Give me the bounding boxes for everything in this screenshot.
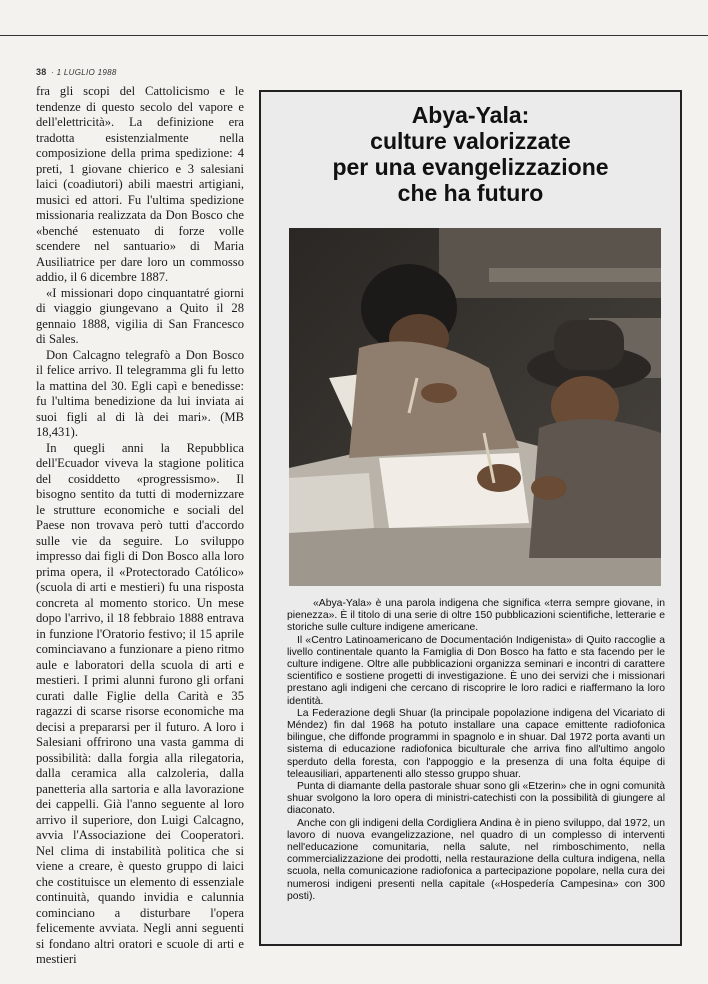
box-title-line: culture valorizzate (370, 128, 571, 154)
box-title (261, 102, 680, 206)
body-paragraph: In quegli anni la Repubblica dell'Ecuador viveva la stagione politica del cosiddetto «progressismo». Il bisogno sentito da tutti di modernizzare le strutture economiche e sociali del Paese non trovava però tutti d'accordo sulle vie da seguire. Lo sviluppo impresso dai figli di Don Bosco alla loro prima opera, il «Protectorado Católico» (scuola di arti e mestieri) fu una risposta concreta al momento storico. Un mese dopo l'arrivo, il 18 febbraio 1888 entrava in funzione l'Oratorio festivo; il 15 aprile cominciavano a funzionare a pieno ritmo aule e laboratori della scuola di arti e mestieri. I primi alunni furono gli orfani curati dalle Figlie della Carità e 35 ragazzi di scarse risorse economiche ma decisi a prepararsi per il futuro. A loro i Salesiani offrirono una vasta gamma di possibilità: dalla forgia alla rilegatoria, dalla ceramica alla calzoleria, dalla panetteria alla sartoria e alla lavorazione dei cappelli. Già l'anno seguente al loro arrivo il superiore, don Luigi Calcagno, avvia l'Associazione dei Cooperatori. Nel clima di instabilità politica che si viene a creare, è questo gruppo di laici che costituisce un elemento di essenziale continuità, quando invidia e calunnia cominciano a disturbare l'opera felicemente avviata. Negli anni seguenti si fondano altri oratori e scuole di arti e mestieri (36, 440, 244, 966)
caption-paragraph: Anche con gli indigeni della Cordigliera Andina è in pieno sviluppo, dal 1972, un lavoro di nuova evangelizzazione, nel quadro di un complesso di interventi nell'educazione comunitaria, nella salute, nel rimboschimento, nella commercializzazione dei prodotti, nella restaurazione della cultura indigena, nella scuola, nella comunicazione radiofonica a partecipazione popolare, nella cura dei numerosi indigeni presenti nella capitale («Hospedería Campesina» con 300 posti). (287, 817, 665, 902)
box-title-line: che ha futuro (397, 180, 544, 206)
issue-date: 1 LUGLIO 1988 (56, 68, 117, 77)
page-number: 38 (36, 67, 47, 77)
caption-paragraph: Il «Centro Latinoamericano de Documentación Indigenista» di Quito raccoglie a livello continentale quanto la Famiglia di Don Bosco ha fatto e sta facendo per le culture indigene. Oltre alle pubblicazioni organizza seminari e incontri di carattere scientifico e sostiene progetti di investigazione. È uno dei servizi che i missionari prestano agli indigeni che cercano di riscoprire le loro radici e riaffermano la loro identità. (287, 634, 665, 707)
box-title-line: per una evangelizzazione (332, 154, 609, 180)
folio-separator: · (51, 68, 55, 77)
box-title-line: Abya-Yala: (411, 102, 530, 128)
caption-paragraph: Punta di diamante della pastorale shuar sono gli «Etzerin» che in ogni comunità shuar svolgono la loro opera di ministri-catechisti con la possibilità di giungere al diaconato. (287, 781, 665, 817)
left-text-column (36, 84, 244, 966)
page-folio (36, 67, 117, 77)
photo-children-writing (289, 228, 661, 586)
top-rule (0, 35, 708, 36)
box-caption (287, 598, 665, 903)
body-paragraph: «I missionari dopo cinquantatré giorni di viaggio giungevano a Quito il 28 gennaio 1888, vigilia di San Francesco di Sales. (36, 285, 244, 346)
photo-illustration (289, 228, 661, 586)
caption-paragraph: La Federazione degli Shuar (la principale popolazione indigena del Vicariato di Méndez) fin dal 1968 ha potuto installare una capace emittente radiofonica bilingue, che diffonde programmi in spagnolo e in shuar. Dal 1972 porta avanti un sistema di educazione radiofonica biculturale che arriva fino all'ultimo angolo sperduto della foresta, con l'appoggio e la presenza di una folta équipe di teleausiliari, appartenenti allo stesso gruppo shuar. (287, 707, 665, 780)
body-paragraph: Don Calcagno telegrafò a Don Bosco il felice arrivo. Il telegramma gli fu letto la mattina del 30. Egli capì e benedisse: fu l'ultima benedizione da lui inviata ai suoi figli al di là dei mari». (MB 18,431). (36, 347, 244, 439)
caption-paragraph: «Abya-Yala» è una parola indigena che significa «terra sempre giovane, in pienezza». È il titolo di una serie di oltre 150 pubblicazioni scientifiche, letterarie e storiche sulle culture indigene americane. (287, 598, 665, 634)
body-paragraph: fra gli scopi del Cattolicismo e le tendenze di questo secolo del vapore e dell'elettricità». La definizione era tradotta esistenzialmente nella composizione della prima spedizione: 4 preti, 1 giovane chierico e 3 salesiani laici (coadiutori) abili maestri artigiani, musici ed attori. Fu l'ultima spedizione missionaria realizzata da Don Bosco che «benché estenuato di forze volle scendere nel santuario» di Maria Ausiliatrice per dare loro un commosso addio, il 6 dicembre 1887. (36, 84, 244, 284)
sidebar-box (259, 90, 682, 946)
